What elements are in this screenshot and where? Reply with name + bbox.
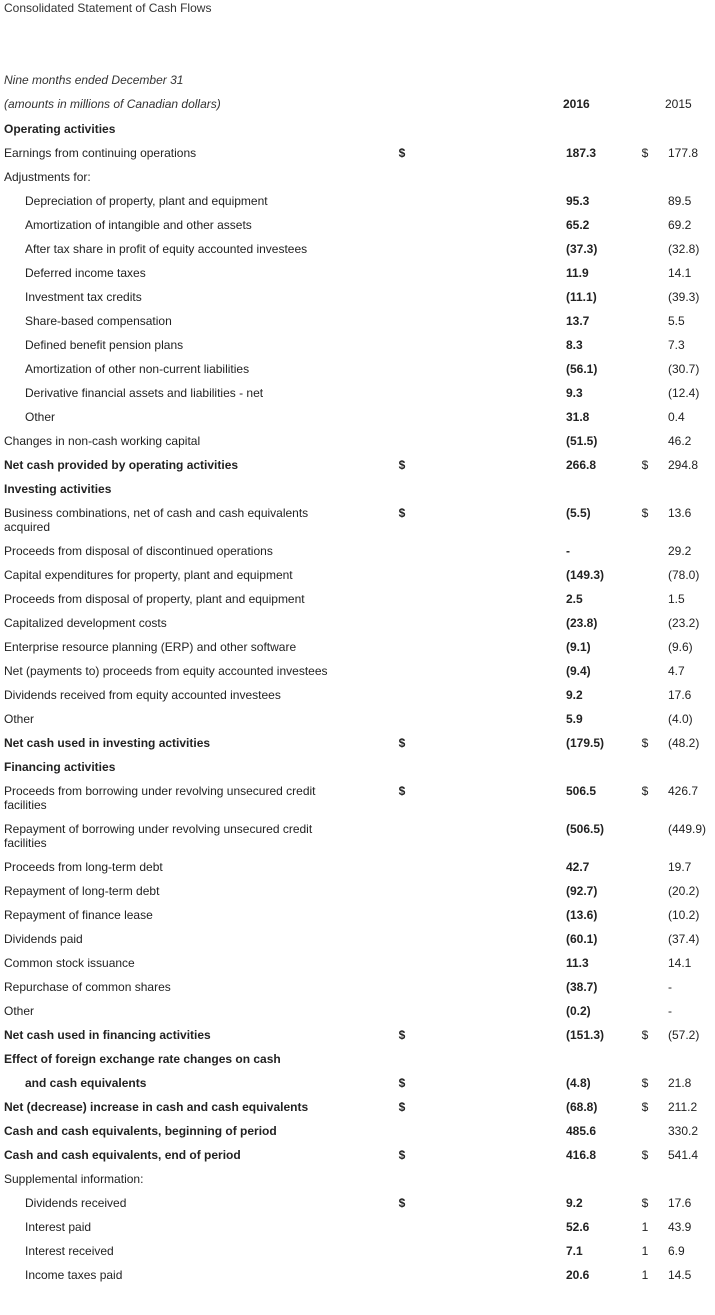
- currency-symbol-2015: $: [641, 146, 649, 160]
- currency-symbol-2015: $: [641, 736, 649, 750]
- value-2015: 17.6: [668, 688, 692, 702]
- value-2016: (13.6): [566, 908, 598, 922]
- value-2015: (449.9): [668, 822, 707, 836]
- value-2015: (4.0): [668, 712, 693, 726]
- value-2016: 9.2: [566, 1196, 583, 1210]
- value-2015: (78.0): [668, 568, 700, 582]
- value-2015: 29.2: [668, 544, 692, 558]
- value-2015: -: [668, 980, 672, 994]
- row-label: Common stock issuance: [4, 956, 135, 970]
- row-label: Dividends received from equity accounted investees: [4, 688, 281, 702]
- value-2016: (9.1): [566, 640, 591, 654]
- row-label: Net cash used in financing activities: [4, 1028, 211, 1042]
- value-2015: 541.4: [668, 1148, 699, 1162]
- currency-symbol-2016: $: [398, 1196, 406, 1210]
- period-label: Nine months ended December 31: [4, 73, 184, 87]
- value-2015: 89.5: [668, 194, 692, 208]
- row-label: Proceeds from disposal of discontinued operations: [4, 544, 273, 558]
- value-2015: 330.2: [668, 1124, 699, 1138]
- value-2016: 187.3: [566, 146, 597, 160]
- value-2016: (60.1): [566, 932, 598, 946]
- currency-symbol-2016: $: [398, 736, 406, 750]
- value-2016: 31.8: [566, 410, 590, 424]
- row-label: Interest received: [25, 1244, 114, 1258]
- value-2016: (151.3): [566, 1028, 605, 1042]
- row-label: Effect of foreign exchange rate changes on cash: [4, 1052, 281, 1066]
- units-label: (amounts in millions of Canadian dollars): [4, 97, 221, 111]
- row-label: Business combinations, net of cash and cash equivalents acquired: [4, 506, 309, 534]
- column-header-2015: 2015: [665, 97, 692, 111]
- currency-symbol-2015: $: [641, 784, 649, 798]
- row-label: Repayment of finance lease: [4, 908, 153, 922]
- currency-symbol-2015: 1: [641, 1268, 649, 1282]
- value-2015: 4.7: [668, 664, 685, 678]
- value-2016: 5.9: [566, 712, 583, 726]
- value-2016: 42.7: [566, 860, 590, 874]
- row-label: Adjustments for:: [4, 170, 91, 184]
- value-2016: 52.6: [566, 1220, 590, 1234]
- value-2015: (10.2): [668, 908, 700, 922]
- currency-symbol-2016: $: [398, 1100, 406, 1114]
- row-label: Capitalized development costs: [4, 616, 167, 630]
- row-label: Repurchase of common shares: [4, 980, 171, 994]
- currency-symbol-2016: $: [398, 506, 406, 520]
- value-2016: -: [566, 544, 570, 558]
- value-2016: 8.3: [566, 338, 583, 352]
- currency-symbol-2015: $: [641, 1148, 649, 1162]
- value-2015: (30.7): [668, 362, 700, 376]
- currency-symbol-2016: $: [398, 1148, 406, 1162]
- row-label: Interest paid: [25, 1220, 92, 1234]
- value-2015: 0.4: [668, 410, 685, 424]
- row-label: Net (payments to) proceeds from equity accounted investees: [4, 664, 328, 678]
- value-2015: -: [668, 1004, 672, 1018]
- value-2016: 416.8: [566, 1148, 597, 1162]
- value-2016: 20.6: [566, 1268, 590, 1282]
- value-2016: (0.2): [566, 1004, 591, 1018]
- value-2015: (12.4): [668, 386, 700, 400]
- value-2015: (57.2): [668, 1028, 700, 1042]
- column-header-2016: 2016: [563, 97, 590, 111]
- value-2015: 294.8: [668, 458, 699, 472]
- row-label: Deferred income taxes: [25, 266, 146, 280]
- value-2015: 14.1: [668, 266, 692, 280]
- value-2016: 11.3: [566, 956, 589, 970]
- row-label: Amortization of other non-current liabilities: [25, 362, 250, 376]
- value-2016: 11.9: [566, 266, 589, 280]
- value-2016: 9.3: [566, 386, 583, 400]
- row-label: Proceeds from borrowing under revolving unsecured credit facilities: [4, 784, 316, 812]
- row-label: Cash and cash equivalents, end of period: [4, 1148, 241, 1162]
- page-title: Consolidated Statement of Cash Flows: [4, 1, 212, 15]
- value-2015: 43.9: [668, 1220, 692, 1234]
- value-2016: (37.3): [566, 242, 598, 256]
- value-2015: 13.6: [668, 506, 692, 520]
- value-2015: 177.8: [668, 146, 699, 160]
- value-2015: 1.5: [668, 592, 685, 606]
- row-label: Share-based compensation: [25, 314, 172, 328]
- currency-symbol-2015: $: [641, 506, 649, 520]
- row-label: Net cash used in investing activities: [4, 736, 211, 750]
- row-label: Repayment of borrowing under revolving unsecured credit facilities: [4, 822, 313, 850]
- value-2015: 14.5: [668, 1268, 692, 1282]
- row-label: Income taxes paid: [25, 1268, 123, 1282]
- row-label: Net cash provided by operating activities: [4, 458, 239, 472]
- row-label: Derivative financial assets and liabilities - net: [25, 386, 264, 400]
- value-2016: (9.4): [566, 664, 591, 678]
- value-2015: (9.6): [668, 640, 693, 654]
- row-label: Dividends received: [25, 1196, 127, 1210]
- value-2016: (149.3): [566, 568, 605, 582]
- value-2016: 2.5: [566, 592, 583, 606]
- value-2016: (68.8): [566, 1100, 598, 1114]
- row-label: Other: [4, 1004, 35, 1018]
- row-label: Enterprise resource planning (ERP) and other software: [4, 640, 297, 654]
- value-2015: (39.3): [668, 290, 700, 304]
- row-label: and cash equivalents: [25, 1076, 147, 1090]
- row-label: Proceeds from long-term debt: [4, 860, 163, 874]
- value-2016: (56.1): [566, 362, 598, 376]
- value-2016: 13.7: [566, 314, 590, 328]
- value-2016: 506.5: [566, 784, 597, 798]
- row-label: Cash and cash equivalents, beginning of period: [4, 1124, 277, 1138]
- currency-symbol-2015: $: [641, 458, 649, 472]
- value-2015: 6.9: [668, 1244, 685, 1258]
- value-2015: 7.3: [668, 338, 685, 352]
- value-2015: 211.2: [668, 1100, 698, 1114]
- currency-symbol-2016: $: [398, 1076, 406, 1090]
- row-label: Capital expenditures for property, plant and equipment: [4, 568, 293, 582]
- value-2015: 21.8: [668, 1076, 692, 1090]
- currency-symbol-2015: $: [641, 1196, 649, 1210]
- row-label: Other: [25, 410, 56, 424]
- value-2015: 5.5: [668, 314, 685, 328]
- value-2015: 69.2: [668, 218, 692, 232]
- value-2016: 485.6: [566, 1124, 597, 1138]
- value-2016: (38.7): [566, 980, 598, 994]
- currency-symbol-2015: $: [641, 1100, 649, 1114]
- value-2015: (20.2): [668, 884, 700, 898]
- value-2015: 426.7: [668, 784, 699, 798]
- value-2015: (23.2): [668, 616, 700, 630]
- value-2015: (37.4): [668, 932, 700, 946]
- currency-symbol-2015: $: [641, 1076, 649, 1090]
- value-2016: 65.2: [566, 218, 590, 232]
- row-label: Earnings from continuing operations: [4, 146, 197, 160]
- row-label: Investment tax credits: [25, 290, 142, 304]
- row-label: Amortization of intangible and other assets: [25, 218, 252, 232]
- row-label: Other: [4, 712, 35, 726]
- row-label: Changes in non-cash working capital: [4, 434, 201, 448]
- currency-symbol-2016: $: [398, 146, 406, 160]
- row-label: After tax share in profit of equity accounted investees: [25, 242, 308, 256]
- row-label: Supplemental information:: [4, 1172, 144, 1186]
- value-2016: (11.1): [566, 290, 597, 304]
- currency-symbol-2015: 1: [641, 1244, 649, 1258]
- currency-symbol-2015: $: [641, 1028, 649, 1042]
- value-2015: (32.8): [668, 242, 700, 256]
- value-2016: (92.7): [566, 884, 598, 898]
- value-2016: 7.1: [566, 1244, 583, 1258]
- value-2016: (179.5): [566, 736, 605, 750]
- value-2016: 266.8: [566, 458, 597, 472]
- value-2015: 14.1: [668, 956, 692, 970]
- value-2015: 17.6: [668, 1196, 692, 1210]
- value-2015: (48.2): [668, 736, 700, 750]
- row-label: Financing activities: [4, 760, 116, 774]
- value-2016: (506.5): [566, 822, 605, 836]
- row-label: Operating activities: [4, 122, 116, 136]
- row-label: Investing activities: [4, 482, 112, 496]
- row-label: Net (decrease) increase in cash and cash equivalents: [4, 1100, 309, 1114]
- row-label: Depreciation of property, plant and equipment: [25, 194, 268, 208]
- row-label: Dividends paid: [4, 932, 83, 946]
- value-2016: 9.2: [566, 688, 583, 702]
- value-2016: (51.5): [566, 434, 598, 448]
- value-2016: (5.5): [566, 506, 591, 520]
- value-2015: 46.2: [668, 434, 692, 448]
- value-2016: (23.8): [566, 616, 598, 630]
- currency-symbol-2015: 1: [641, 1220, 649, 1234]
- row-label: Defined benefit pension plans: [25, 338, 184, 352]
- value-2016: (4.8): [566, 1076, 591, 1090]
- currency-symbol-2016: $: [398, 458, 406, 472]
- currency-symbol-2016: $: [398, 1028, 406, 1042]
- value-2015: 19.7: [668, 860, 692, 874]
- value-2016: 95.3: [566, 194, 590, 208]
- row-label: Proceeds from disposal of property, plant and equipment: [4, 592, 305, 606]
- row-label: Repayment of long-term debt: [4, 884, 160, 898]
- currency-symbol-2016: $: [398, 784, 406, 798]
